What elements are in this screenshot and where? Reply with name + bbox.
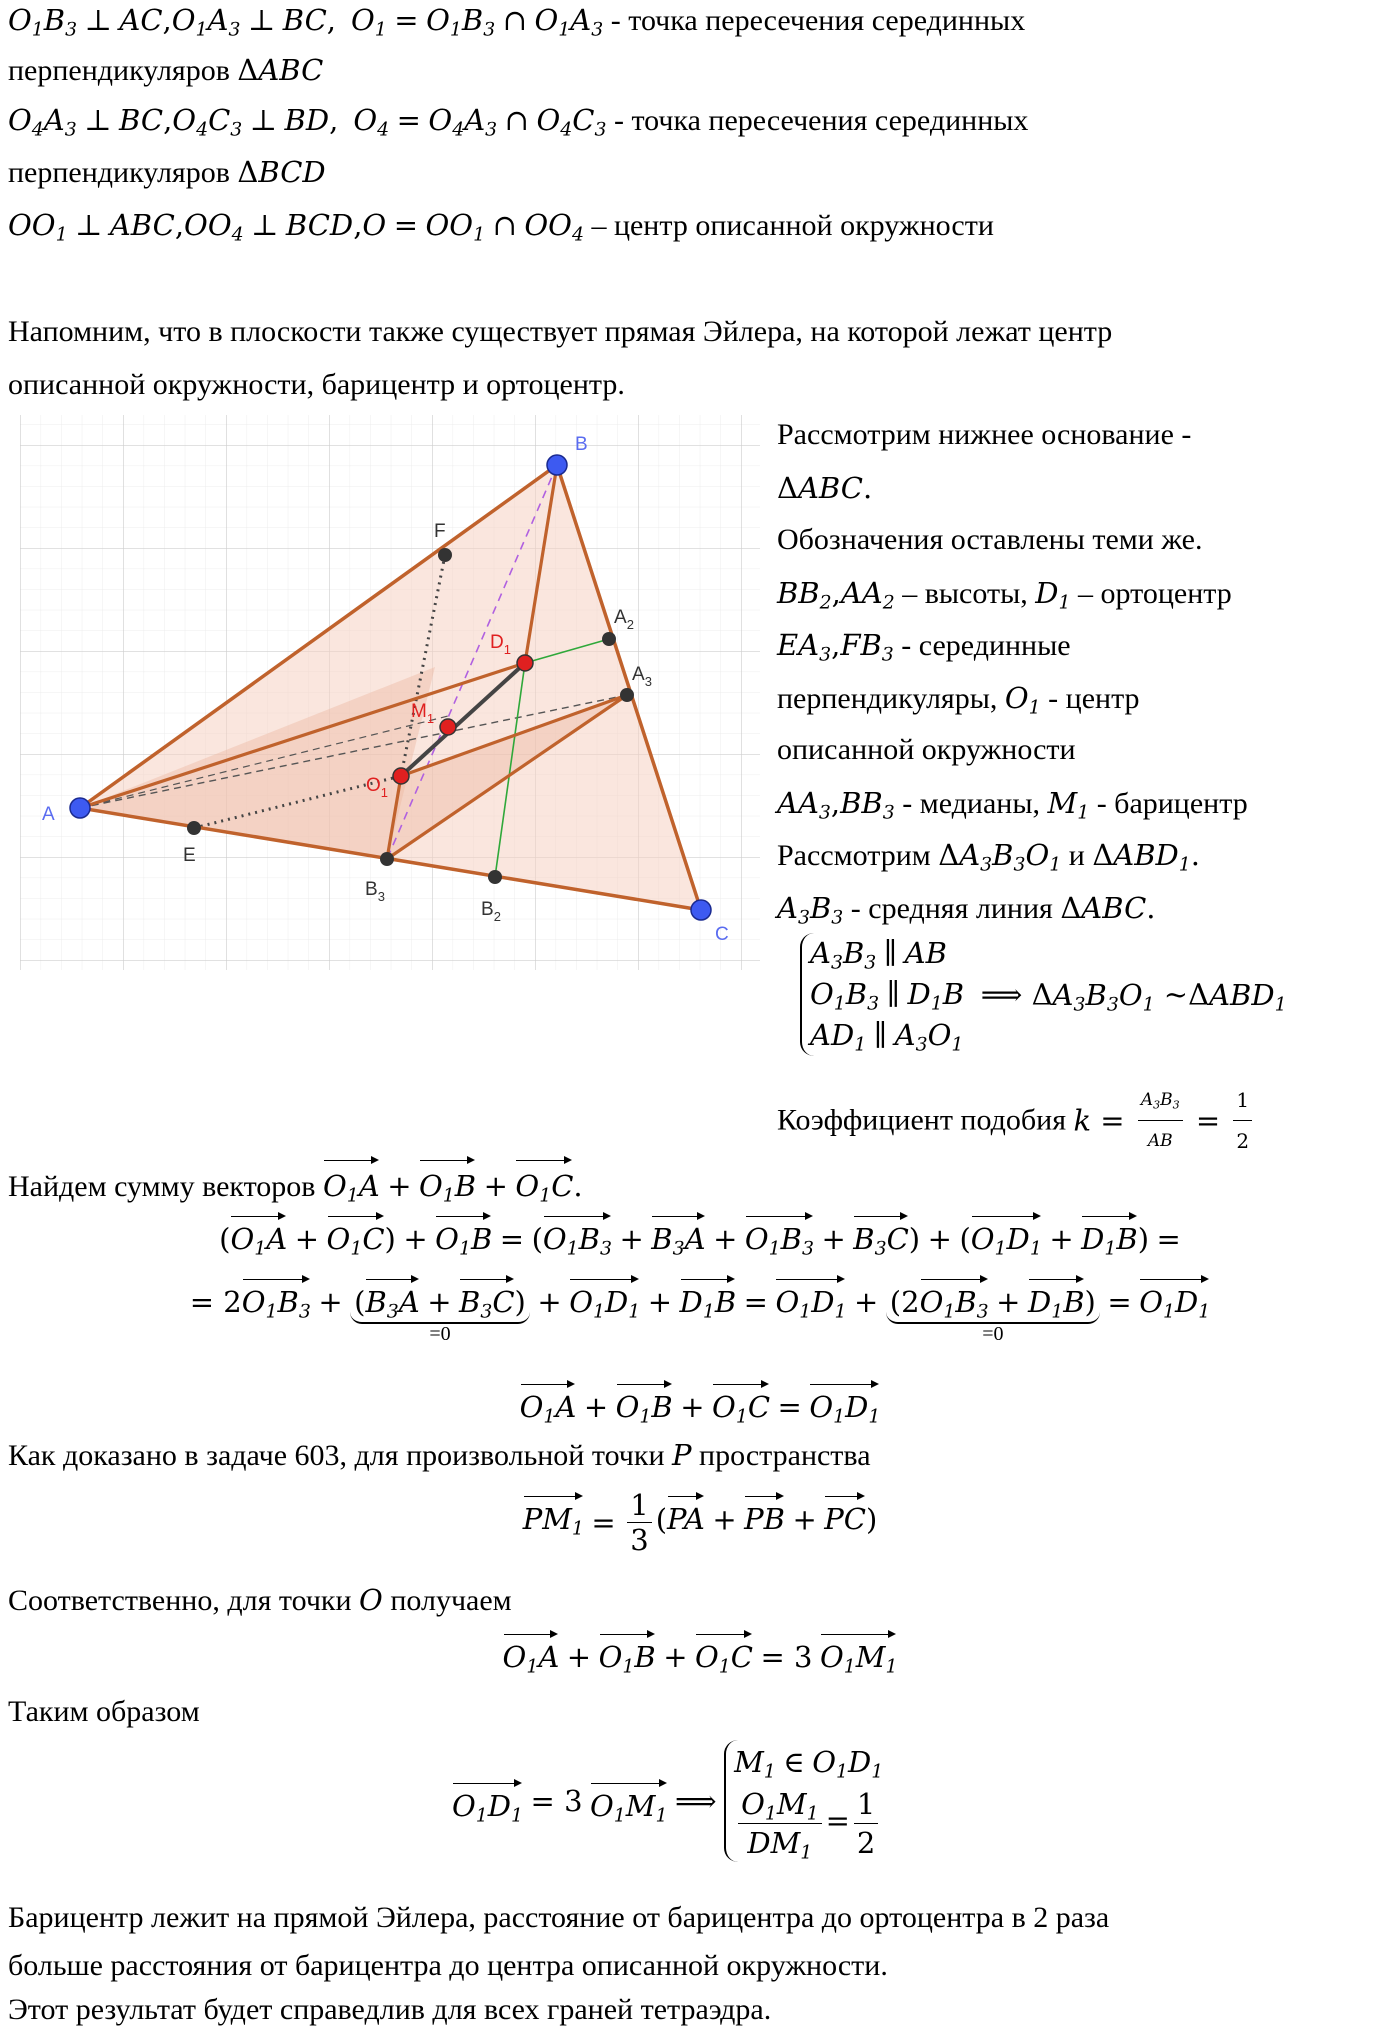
side-line-2: ΔABC. <box>777 471 873 505</box>
line4-text: перпендикуляров <box>8 156 238 189</box>
underbrace-2: $(2O_1B_3 + D_1B)$ =0 <box>886 1275 1100 1324</box>
side-line-6: перпендикуляры, $O_1$ - центр <box>777 681 1140 719</box>
point-c <box>691 900 711 920</box>
conclusion-line-2: больше расстояния от барицентра до центра описанной окружности. <box>8 1949 888 1982</box>
underbrace-label-1: =0 <box>429 1323 451 1345</box>
label-a2: $A_2$ <box>614 607 634 632</box>
conclusion-line-1: Барицентр лежит на прямой Эйлера, расстояние от барицентра до ортоцентра в 2 раза <box>8 1901 1110 1934</box>
thus-line: Таким образом <box>8 1695 200 1728</box>
similarity-coefficient: Коэффициент подобия k = $\frac{A_3B_3}{AB}$ = $\frac{1}{2}$ <box>777 1080 1256 1161</box>
label-c: C <box>715 924 729 945</box>
point-b3 <box>380 852 394 866</box>
equation-5: $O_1A + O_1B + O_1C = 3$ $O_1M_1$ <box>0 1630 1400 1675</box>
side-line-5: $EA_3,FB_3$ - серединные <box>777 628 1071 666</box>
line3-suffix: - точка пересечения серединных <box>606 104 1029 137</box>
find-sum-line: Найдем сумму векторов $O_1A + O_1B + O_1C$. <box>8 1156 583 1207</box>
label-b3: $B_3$ <box>365 879 385 904</box>
statement-line-3: $O_4A_3$ ⊥ $BC,O_4C_3$ ⊥ BD, $O_4 = O_4A_3$ ∩ $O_4C_3$ - точка пересечения серединных <box>8 103 1029 141</box>
statement-line-5: $OO_1$ ⊥ $ABC,OO_4$ ⊥ $BCD,O = OO_1$ ∩ $OO_4$ – центр описанной окружности <box>8 208 994 246</box>
similarity-system: $A_3B_3$ ∥ AB $O_1B_3$ ∥ $D_1B$ $AD_1$ ∥ $A_3O_1$ ⟹ $\Delta A_3B_3O_1$ $\sim\Delta ABD_1$ <box>800 933 1287 1056</box>
euler-system: $M_1$ ∈ $O_1D_1$ $\frac{O_1M_1}{DM_1}$ = $\frac{1}{2}$ <box>724 1740 883 1862</box>
point-m1 <box>440 719 456 735</box>
side-line-8: $AA_3,BB_3$ - медианы, $M_1$ - барицентр <box>777 786 1248 824</box>
point-b2 <box>488 870 502 884</box>
equation-4: $PM_1$ = $\frac{1}{3}$ (PA + PB + PC) <box>522 1488 878 1557</box>
line2-text: перпендикуляров <box>8 54 238 87</box>
label-a3: $A_3$ <box>632 664 652 689</box>
label-e: E <box>183 845 196 866</box>
point-e <box>187 821 201 835</box>
intro-line-1: Напомним, что в плоскости также существует прямая Эйлера, на которой лежат центр <box>8 315 1113 348</box>
label-a: A <box>42 804 55 825</box>
equation-6: $O_1D_1 = 3$ $O_1M_1$ ⟹ $M_1$ ∈ $O_1D_1$ $\frac{O_1M_1}{DM_1}$ = $\frac{1}{2}$ <box>452 1740 883 1862</box>
statement-line-1: $O_1B_3$ ⊥ $AC,O_1A_3$ ⊥ BC, $O_1 = O_1B_3$ ∩ $O_1A_3$ - точка пересечения серединных <box>8 3 1026 41</box>
point-a3 <box>620 688 634 702</box>
label-o1: $O_1$ <box>366 775 389 800</box>
side-line-3: Обозначения оставлены теми же. <box>777 523 1203 556</box>
proved-line: Как доказано в задаче 603, для произвольной точки P пространства <box>8 1438 871 1472</box>
line1-suffix: - точка пересечения серединных <box>603 4 1026 37</box>
label-f: F <box>434 521 446 542</box>
equation-2: = $2O_1B_3 + (B_3A + B_3C)$ =0 + $O_1D_1 + D_1B = O_1D_1 + (2O_1B_3 + D_1B)$ =0 = $O_1D_1$ <box>0 1275 1400 1324</box>
point-a2 <box>602 632 616 646</box>
underbrace-1: $(B_3A + B_3C)$ =0 <box>350 1275 530 1324</box>
point-f <box>438 548 452 562</box>
label-d1: $D_1$ <box>490 632 511 657</box>
statement-line-4: перпендикуляров ΔBCD <box>8 155 326 189</box>
underbrace-label-2: =0 <box>982 1323 1004 1345</box>
side-line-10: $A_3B_3$ - средняя линия ΔABC. <box>777 891 1156 929</box>
statement-line-2: перпендикуляров ΔABC <box>8 53 324 87</box>
point-b <box>547 455 567 475</box>
equation-3: $O_1A + O_1B + O_1C = O_1D_1$ <box>0 1380 1400 1425</box>
side-line-1: Рассмотрим нижнее основание - <box>777 418 1192 451</box>
label-m1: $M_1$ <box>411 701 435 726</box>
conclusion-line-3: Этот результат будет справедлив для всех граней тетраэдра. <box>8 1993 772 2026</box>
side-line-4: $BB_2,AA_2$ – высоты, $D_1$ – ортоцентр <box>777 576 1232 614</box>
side-line-9: Рассмотрим $\Delta A_3B_3O_1$ и $\Delta ABD_1$. <box>777 838 1200 876</box>
accordingly-line: Соответственно, для точки O получаем <box>8 1583 512 1617</box>
intro-line-2: описанной окружности, барицентр и ортоцентр. <box>8 368 625 401</box>
side-line-7: описанной окружности <box>777 733 1076 766</box>
point-a <box>70 798 90 818</box>
equation-1: $(O_1A + O_1C) + O_1B = (O_1B_3 + B_3A + O_1B_3 + B_3C) + (O_1D_1 + D_1B)$ = <box>0 1212 1400 1257</box>
geometry-figure <box>20 415 760 970</box>
point-o1 <box>393 768 409 784</box>
point-d1 <box>517 655 533 671</box>
label-b2: $B_2$ <box>481 899 501 924</box>
line5-suffix: – центр описанной окружности <box>583 209 994 242</box>
label-b: B <box>575 434 588 455</box>
